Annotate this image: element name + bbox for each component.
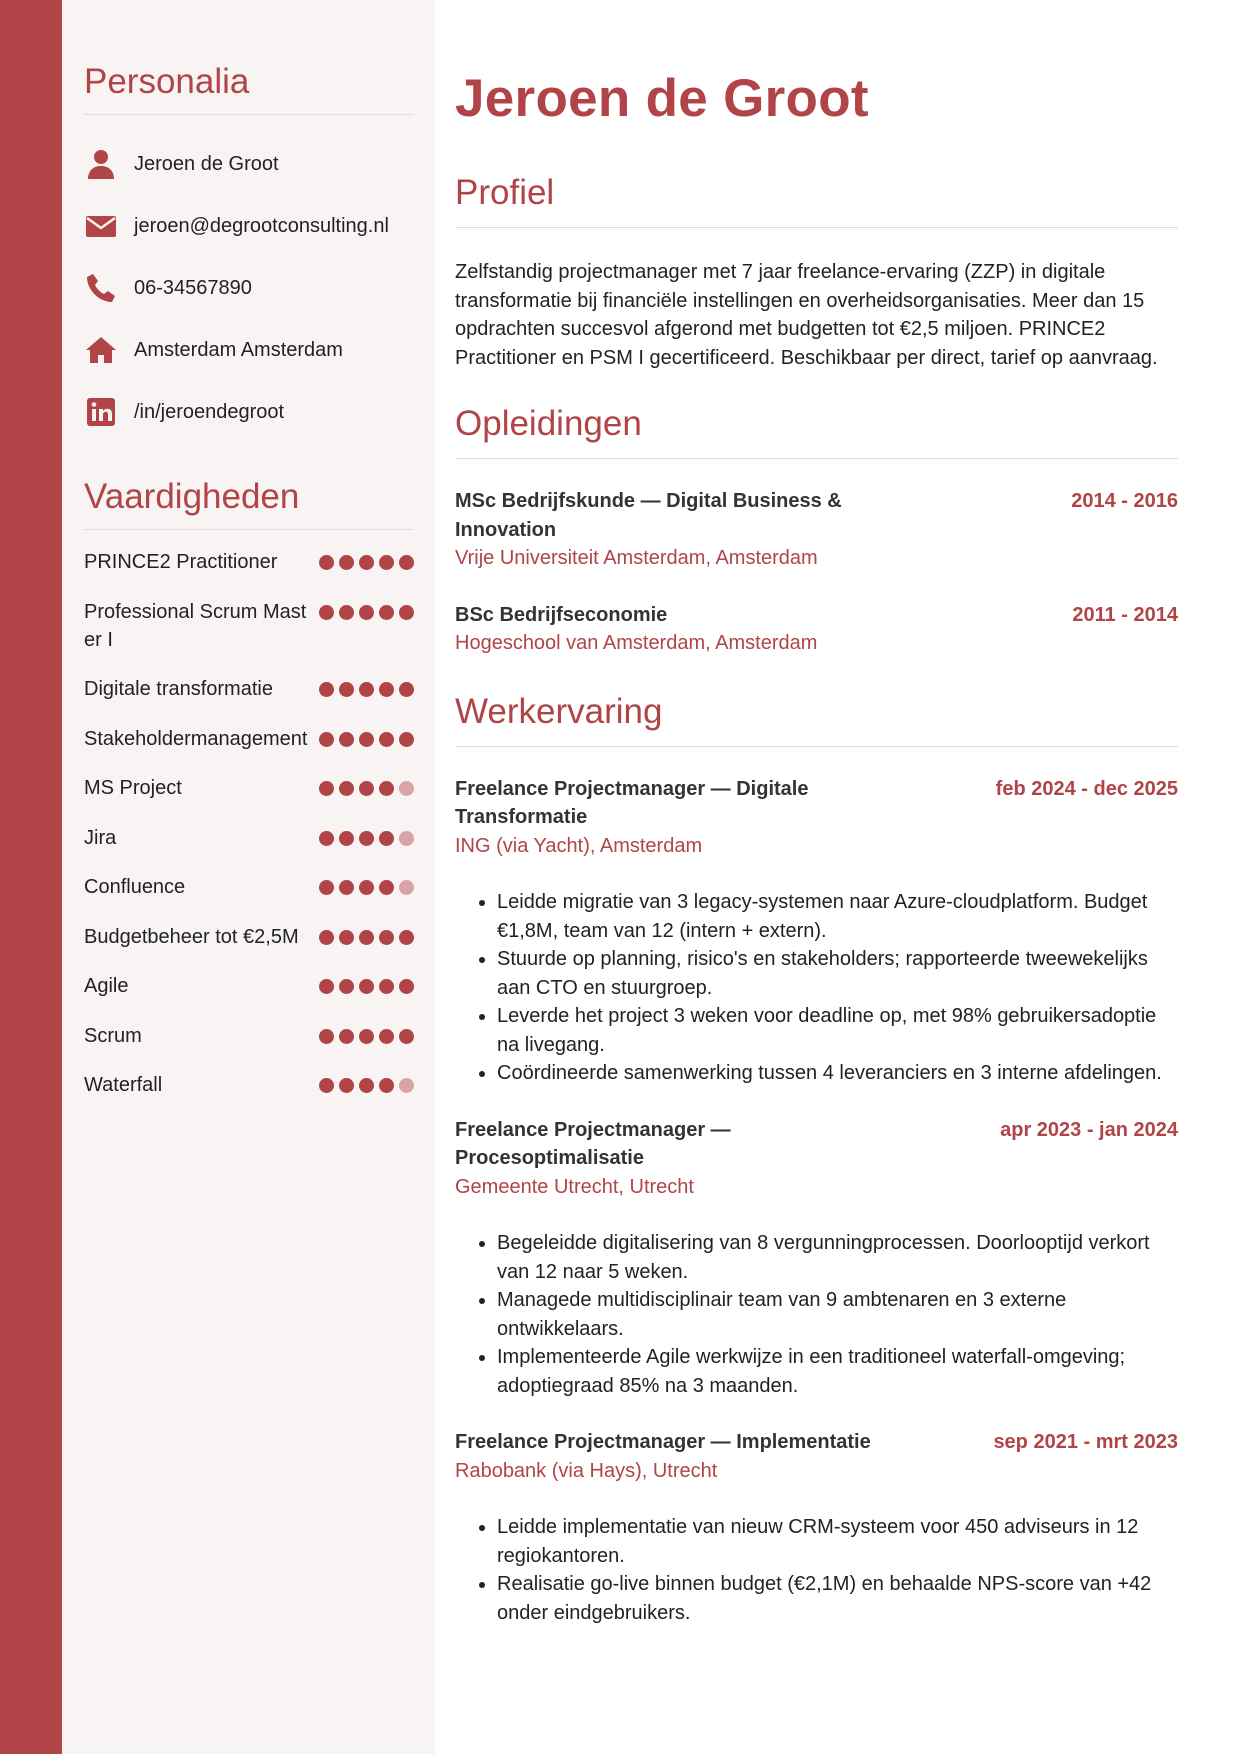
skill-item — [84, 873, 414, 901]
entry-title: BSc Bedrijfseconomie — [455, 603, 668, 626]
rating-dot-filled — [359, 682, 374, 697]
rating-dot-filled — [379, 1078, 394, 1093]
skill-rating — [319, 1022, 414, 1044]
rating-dot-empty — [399, 781, 414, 796]
rating-dot-filled — [319, 831, 334, 846]
skill-rating — [319, 774, 414, 796]
entry-header — [455, 1428, 1178, 1457]
contact-name — [84, 133, 414, 195]
skill-name: Agile — [84, 975, 129, 997]
bullet-item: • Managede multidisciplinair team van 9 ambtenaren en 3 externe ontwikkelaars. — [497, 1286, 1178, 1343]
rating-dot-filled — [319, 1029, 334, 1044]
entry-title: MSc Bedrijfskunde — Digital Business & Innovation — [455, 490, 842, 541]
education-list — [455, 487, 1178, 658]
contact-location-text: Amsterdam Amsterdam — [134, 338, 343, 361]
contact-name-text: Jeroen de Groot — [134, 152, 279, 175]
skills-heading: Vaardigheden — [84, 477, 414, 530]
rating-dot-filled — [379, 605, 394, 620]
rating-dot-filled — [339, 831, 354, 846]
rating-dot-filled — [379, 732, 394, 747]
rating-dot-filled — [359, 781, 374, 796]
entry-date: 2011 - 2014 — [1072, 603, 1178, 626]
rating-dot-filled — [379, 831, 394, 846]
skill-rating — [319, 824, 414, 846]
rating-dot-filled — [339, 1078, 354, 1093]
skill-name: Scrum — [84, 1024, 142, 1047]
entry-header — [455, 1116, 1178, 1173]
contact-linkedin-text[interactable]: /in/jeroendegroot — [134, 400, 285, 423]
skill-name: Stakeholdermanagement — [84, 727, 308, 750]
rating-dot-empty — [399, 1078, 414, 1093]
rating-dot-filled — [399, 1029, 414, 1044]
skill-name: MS Project — [84, 777, 182, 799]
bullet-item: • Implementeerde Agile werkwijze in een traditioneel waterfall-omgeving; adoptiegraad 85% na 3 maanden. — [497, 1343, 1178, 1400]
entry-title: Freelance Projectmanager — Implementatie — [455, 1431, 871, 1453]
rating-dot-filled — [379, 930, 394, 945]
rating-dot-filled — [319, 732, 334, 747]
bullet-item: • Stuurde op planning, risico's en stakeholders; rapporteerde tweewekelijks aan CTO en stuurgroep. — [497, 945, 1178, 1002]
work-list — [455, 775, 1178, 1628]
rating-dot-filled — [339, 555, 354, 570]
skill-item — [84, 923, 414, 951]
rating-dot-filled — [399, 979, 414, 994]
skill-name: Jira — [84, 826, 117, 849]
entry-header — [455, 487, 1178, 544]
rating-dot-filled — [319, 880, 334, 895]
skill-item — [84, 725, 414, 753]
rating-dot-filled — [399, 930, 414, 945]
person-icon — [84, 147, 118, 181]
rating-dot-filled — [359, 732, 374, 747]
bullet-item: • Coördineerde samenwerking tussen 4 leveranciers en 3 interne afdelingen. — [497, 1059, 1178, 1088]
profile-heading: Profiel — [455, 173, 1178, 228]
rating-dot-filled — [359, 930, 374, 945]
skills-list — [84, 548, 414, 1099]
skill-rating — [319, 725, 414, 747]
entry-header — [455, 775, 1178, 832]
entry-organization: Gemeente Utrecht, Utrecht — [455, 1175, 694, 1198]
work-entry — [455, 1428, 1178, 1627]
rating-dot-filled — [399, 555, 414, 570]
rating-dot-filled — [319, 682, 334, 697]
work-entry — [455, 1116, 1178, 1401]
rating-dot-filled — [379, 682, 394, 697]
bullet-item: • Begeleidde digitalisering van 8 vergunningprocessen. Doorlooptijd verkort van 12 naar 5 weken. — [497, 1229, 1178, 1286]
home-icon — [84, 333, 118, 367]
rating-dot-filled — [379, 781, 394, 796]
skill-rating — [319, 972, 414, 994]
education-entry — [455, 601, 1178, 658]
rating-dot-filled — [379, 555, 394, 570]
entry-organization: Vrije Universiteit Amsterdam, Amsterdam — [455, 547, 818, 569]
rating-dot-filled — [359, 880, 374, 895]
entry-title: Freelance Projectmanager — Procesoptimalisatie — [455, 1118, 731, 1169]
rating-dot-filled — [359, 831, 374, 846]
rating-dot-filled — [319, 930, 334, 945]
bullet-item: • Leidde implementatie van nieuw CRM-systeem voor 450 adviseurs in 12 regiokantoren. — [497, 1513, 1178, 1570]
work-heading: Werkervaring — [455, 692, 1178, 747]
rating-dot-filled — [319, 555, 334, 570]
contact-linkedin — [84, 381, 414, 443]
entry-header — [455, 601, 1178, 630]
entry-title: Freelance Projectmanager — Digitale Transformatie — [455, 777, 809, 828]
rating-dot-filled — [339, 979, 354, 994]
rating-dot-filled — [319, 605, 334, 620]
skill-rating — [319, 1071, 414, 1093]
rating-dot-filled — [339, 605, 354, 620]
bullet-item: • Realisatie go-live binnen budget (€2,1M) en behaalde NPS-score van +42 onder eindgebruikers. — [497, 1570, 1178, 1627]
envelope-icon — [84, 209, 118, 243]
accent-stripe — [0, 0, 62, 1754]
skill-rating — [319, 548, 414, 570]
contact-email — [84, 195, 414, 257]
bullet-item: • Leverde het project 3 weken voor deadline op, met 98% gebruikersadoptie na livegang. — [497, 1002, 1178, 1059]
rating-dot-filled — [319, 1078, 334, 1093]
entry-organization: ING (via Yacht), Amsterdam — [455, 834, 703, 857]
rating-dot-filled — [399, 732, 414, 747]
rating-dot-filled — [339, 880, 354, 895]
rating-dot-filled — [359, 1029, 374, 1044]
rating-dot-filled — [359, 979, 374, 994]
skill-name: Confluence — [84, 876, 186, 898]
skill-name: Professional Scrum Master I — [84, 600, 307, 651]
contact-list — [84, 133, 414, 443]
rating-dot-filled — [339, 781, 354, 796]
skill-rating — [319, 873, 414, 895]
entry-date: apr 2023 - jan 2024 — [1000, 1118, 1178, 1141]
rating-dot-filled — [339, 1029, 354, 1044]
contact-location — [84, 319, 414, 381]
skill-item — [84, 675, 414, 703]
skill-item — [84, 548, 414, 576]
skill-item — [84, 598, 414, 654]
rating-dot-empty — [399, 880, 414, 895]
main-content — [455, 62, 1178, 1627]
rating-dot-filled — [379, 1029, 394, 1044]
sidebar — [62, 0, 435, 1754]
bullet-item: • Leidde migratie van 3 legacy-systemen naar Azure-cloudplatform. Budget €1,8M, team van 12 (intern + extern). — [497, 888, 1178, 945]
rating-dot-filled — [379, 880, 394, 895]
education-entry — [455, 487, 1178, 573]
entry-organization: Rabobank (via Hays), Utrecht — [455, 1459, 718, 1482]
rating-dot-empty — [399, 831, 414, 846]
entry-date: 2014 - 2016 — [1071, 490, 1178, 512]
rating-dot-filled — [359, 1078, 374, 1093]
rating-dot-filled — [379, 979, 394, 994]
skill-rating — [319, 923, 414, 945]
entry-bullets — [455, 1229, 1178, 1400]
skill-item — [84, 972, 414, 1000]
phone-icon — [84, 271, 118, 305]
rating-dot-filled — [359, 605, 374, 620]
skill-item — [84, 824, 414, 852]
rating-dot-filled — [399, 605, 414, 620]
rating-dot-filled — [319, 781, 334, 796]
profile-text: Zelfstandig projectmanager met 7 jaar freelance-ervaring (ZZP) in digitale transformatie bij financiële instellingen en overheidsorganisaties. Meer dan 15 opdrachten succesvol afgerond met budgetten tot €2,5 miljoen. PRINCE2 Practitioner en PSM I gecertificeerd. Beschikbaar per direct, tarief op aanvraag. — [455, 261, 1158, 369]
skill-item — [84, 774, 414, 802]
entry-organization: Hogeschool van Amsterdam, Amsterdam — [455, 632, 818, 654]
entry-bullets — [455, 1513, 1178, 1627]
entry-date: feb 2024 - dec 2025 — [995, 777, 1178, 800]
contact-phone-text: 06-34567890 — [134, 276, 252, 299]
skill-name: PRINCE2 Practitioner — [84, 551, 278, 573]
skill-item — [84, 1071, 414, 1099]
rating-dot-filled — [339, 930, 354, 945]
education-heading: Opleidingen — [455, 404, 1178, 459]
skill-rating — [319, 675, 414, 697]
personalia-heading: Personalia — [84, 62, 414, 115]
entry-date: sep 2021 - mrt 2023 — [993, 1431, 1178, 1453]
linkedin-icon — [84, 395, 118, 429]
entry-bullets — [455, 888, 1178, 1088]
candidate-name: Jeroen de Groot — [455, 69, 869, 128]
skill-name: Waterfall — [84, 1074, 163, 1096]
rating-dot-filled — [359, 555, 374, 570]
work-entry — [455, 775, 1178, 1088]
rating-dot-filled — [339, 682, 354, 697]
rating-dot-filled — [319, 979, 334, 994]
contact-phone — [84, 257, 414, 319]
skill-item — [84, 1022, 414, 1050]
rating-dot-filled — [339, 732, 354, 747]
rating-dot-filled — [399, 682, 414, 697]
skill-name: Budgetbeheer tot €2,5M — [84, 925, 299, 948]
contact-email-text[interactable]: jeroen@degrootconsulting.nl — [134, 214, 389, 237]
skill-rating — [319, 598, 414, 620]
skill-name: Digitale transformatie — [84, 678, 273, 700]
